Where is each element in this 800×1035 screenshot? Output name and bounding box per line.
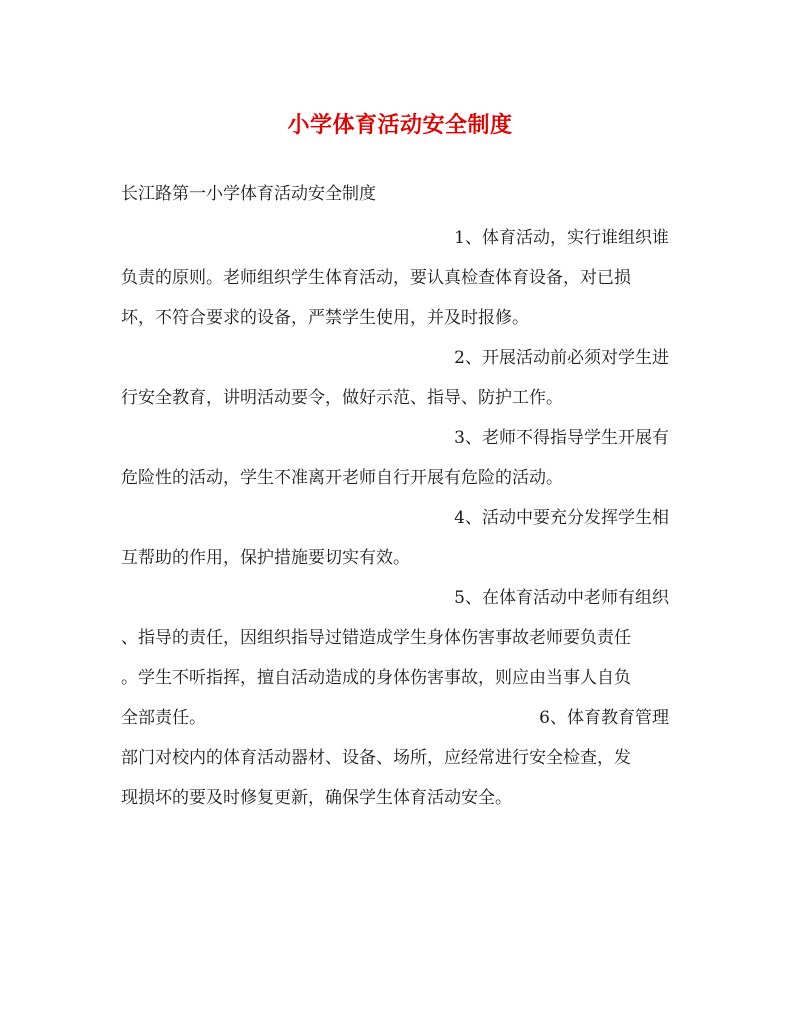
paragraph-line: 危险性的活动，学生不准离开老师自行开展有危险的活动。 <box>121 468 563 488</box>
paragraph-line: 3、老师不得指导学生开展有 <box>454 428 669 448</box>
paragraph-line: 部门对校内的体育活动器材、设备、场所，应经常进行安全检查，发 <box>121 748 631 768</box>
paragraph-segment: 6、体育教育管理 <box>539 708 669 728</box>
paragraph-line: 现损坏的要及时修复更新，确保学生体育活动安全。 <box>121 788 512 808</box>
document-subtitle: 长江路第一小学体育活动安全制度 <box>121 184 376 204</box>
paragraph-line: 4、活动中要充分发挥学生相 <box>454 508 669 528</box>
paragraph-line: 互帮助的作用，保护措施要切实有效。 <box>121 548 410 568</box>
paragraph-line: 1、体育活动，实行谁组织谁 <box>454 228 669 248</box>
paragraph-line: 5、在体育活动中老师有组织 <box>454 588 669 608</box>
page-title: 小学体育活动安全制度 <box>287 112 513 138</box>
paragraph-line: 、指导的责任，因组织指导过错造成学生身体伤害事故老师要负责任 <box>121 628 631 648</box>
paragraph-line: 2、开展活动前必须对学生进 <box>454 348 669 368</box>
paragraph-line: 坏，不符合要求的设备，严禁学生使用，并及时报修。 <box>121 308 529 328</box>
paragraph-segment: 全部责任。 <box>121 708 206 728</box>
paragraph-line: 行安全教育，讲明活动要令，做好示范、指导、防护工作。 <box>121 388 563 408</box>
paragraph-line-split <box>121 706 669 730</box>
paragraph-line: 。学生不听指挥，擅自活动造成的身体伤害事故，则应由当事人自负 <box>121 668 631 688</box>
paragraph-line: 负责的原则。老师组织学生体育活动，要认真检查体育设备，对已损 <box>121 268 631 288</box>
